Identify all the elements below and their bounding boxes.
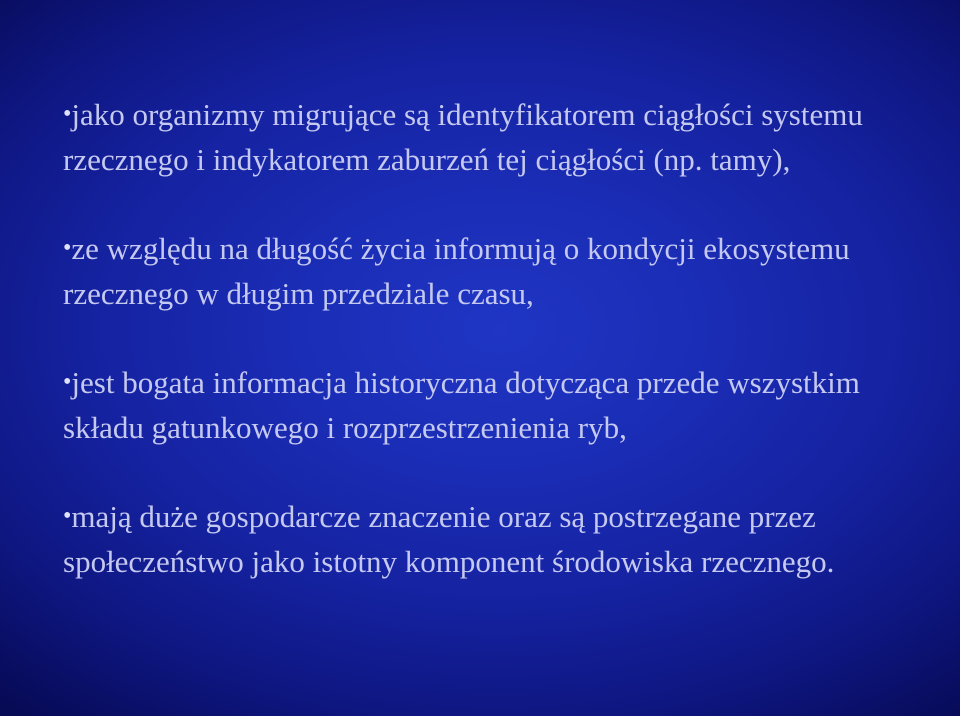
bullet-icon: • <box>63 503 72 529</box>
bullet-item-migration <box>63 92 923 182</box>
bullet-item-historical-info <box>63 360 923 450</box>
bullet-text: ze względu na długość życia informują o kondycji ekosystemu rzecznego w długim przedziale czasu, <box>63 231 850 311</box>
bullet-item-economic-importance <box>63 494 923 584</box>
bullet-icon: • <box>63 235 72 261</box>
bullet-text: jest bogata informacja historyczna dotycząca przede wszystkim składu gatunkowego i rozprzestrzenienia ryb, <box>63 365 860 445</box>
bullet-list <box>63 92 923 584</box>
bullet-item-lifespan <box>63 226 923 316</box>
bullet-text: jako organizmy migrujące są identyfikatorem ciągłości systemu rzecznego i indykatorem zaburzeń tej ciągłości (np. tamy), <box>63 97 863 177</box>
bullet-icon: • <box>63 369 72 395</box>
bullet-text: mają duże gospodarcze znaczenie oraz są postrzegane przez społeczeństwo jako istotny komponent środowiska rzecznego. <box>63 499 835 579</box>
bullet-icon: • <box>63 101 72 127</box>
